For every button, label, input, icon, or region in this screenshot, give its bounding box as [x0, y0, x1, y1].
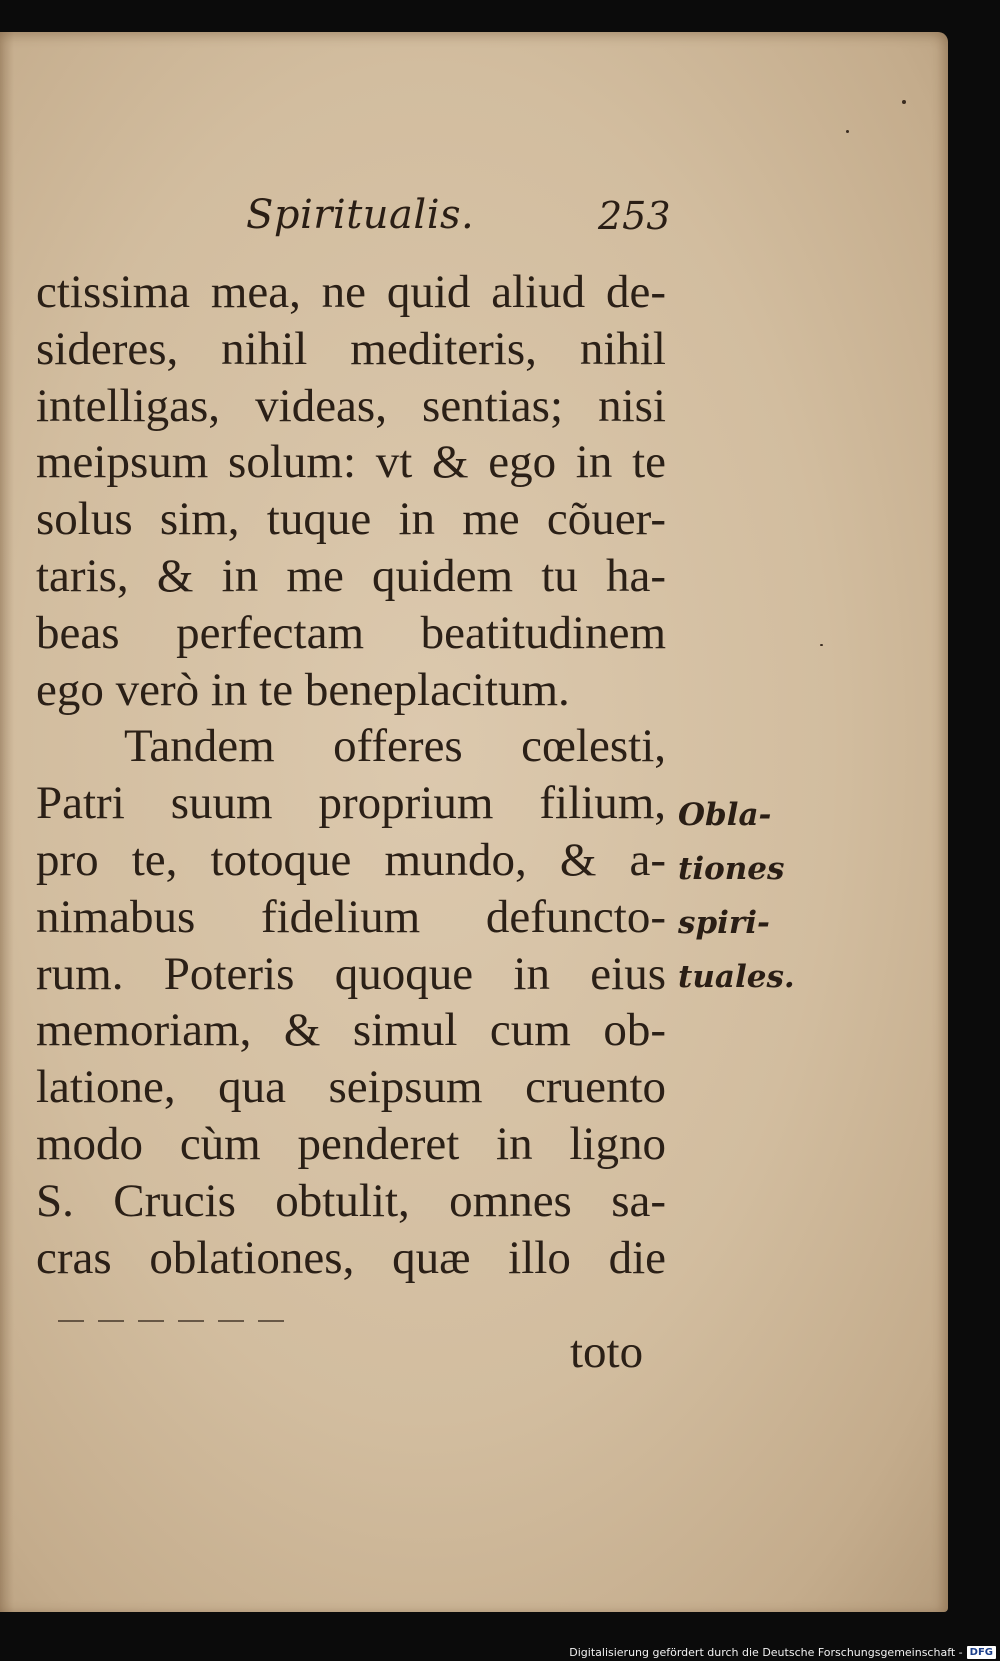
text-line: Patri suum proprium filium,	[36, 777, 666, 830]
book-page	[0, 32, 948, 1612]
digitization-credit	[569, 1646, 996, 1659]
margin-note	[678, 788, 795, 1004]
margin-note-line: tiones	[678, 851, 785, 887]
margin-note-line: spiri-	[678, 905, 770, 941]
text-line: cras oblationes, quæ illo die	[36, 1231, 666, 1284]
text-line: modo cùm penderet in ligno	[36, 1117, 666, 1170]
dfg-logo: DFG	[967, 1646, 996, 1659]
margin-note-line: tuales.	[678, 959, 795, 995]
text-line: S. Crucis obtulit, omnes sa-	[36, 1174, 666, 1227]
text-line: memoriam, & simul cum ob-	[36, 1004, 666, 1057]
text-line: Tandem offeres cœlesti,	[124, 720, 666, 773]
text-line: pro te, totoque mundo, & a-	[36, 833, 666, 886]
credit-text: Digitalisierung gefördert durch die Deutsche Forschungsgemeinschaft -	[569, 1646, 963, 1659]
body-text	[36, 264, 666, 1286]
text-line: solus sim, tuque in me cõuer-	[36, 493, 666, 546]
text-line: nimabus fidelium defuncto-	[36, 890, 666, 943]
running-head: Spiritualis.	[246, 192, 475, 238]
text-line: rum. Poteris quoque in eius	[36, 947, 666, 1000]
margin-note-line: Obla-	[678, 797, 772, 833]
paper-speck	[846, 130, 849, 133]
text-line: beas perfectam beatitudinem	[36, 606, 666, 659]
page-gutter-shadow	[0, 32, 14, 1612]
catchword: toto	[570, 1326, 644, 1378]
paper-speck	[902, 100, 906, 104]
page-number: 253	[598, 194, 671, 238]
text-line: intelligas, videas, sentias; nisi	[36, 379, 666, 432]
faded-print-trace	[58, 1320, 298, 1322]
text-line: taris, & in me quidem tu ha-	[36, 549, 666, 602]
text-line: ego verò in te beneplacitum.	[36, 663, 570, 716]
text-line: ctissima mea, ne quid aliud de-	[36, 266, 666, 318]
text-line: meipsum solum: vt & ego in te	[36, 436, 666, 489]
paper-speck	[820, 644, 823, 646]
text-line: latione, qua seipsum cruento	[36, 1061, 666, 1114]
text-line: sideres, nihil mediteris, nihil	[36, 322, 666, 375]
